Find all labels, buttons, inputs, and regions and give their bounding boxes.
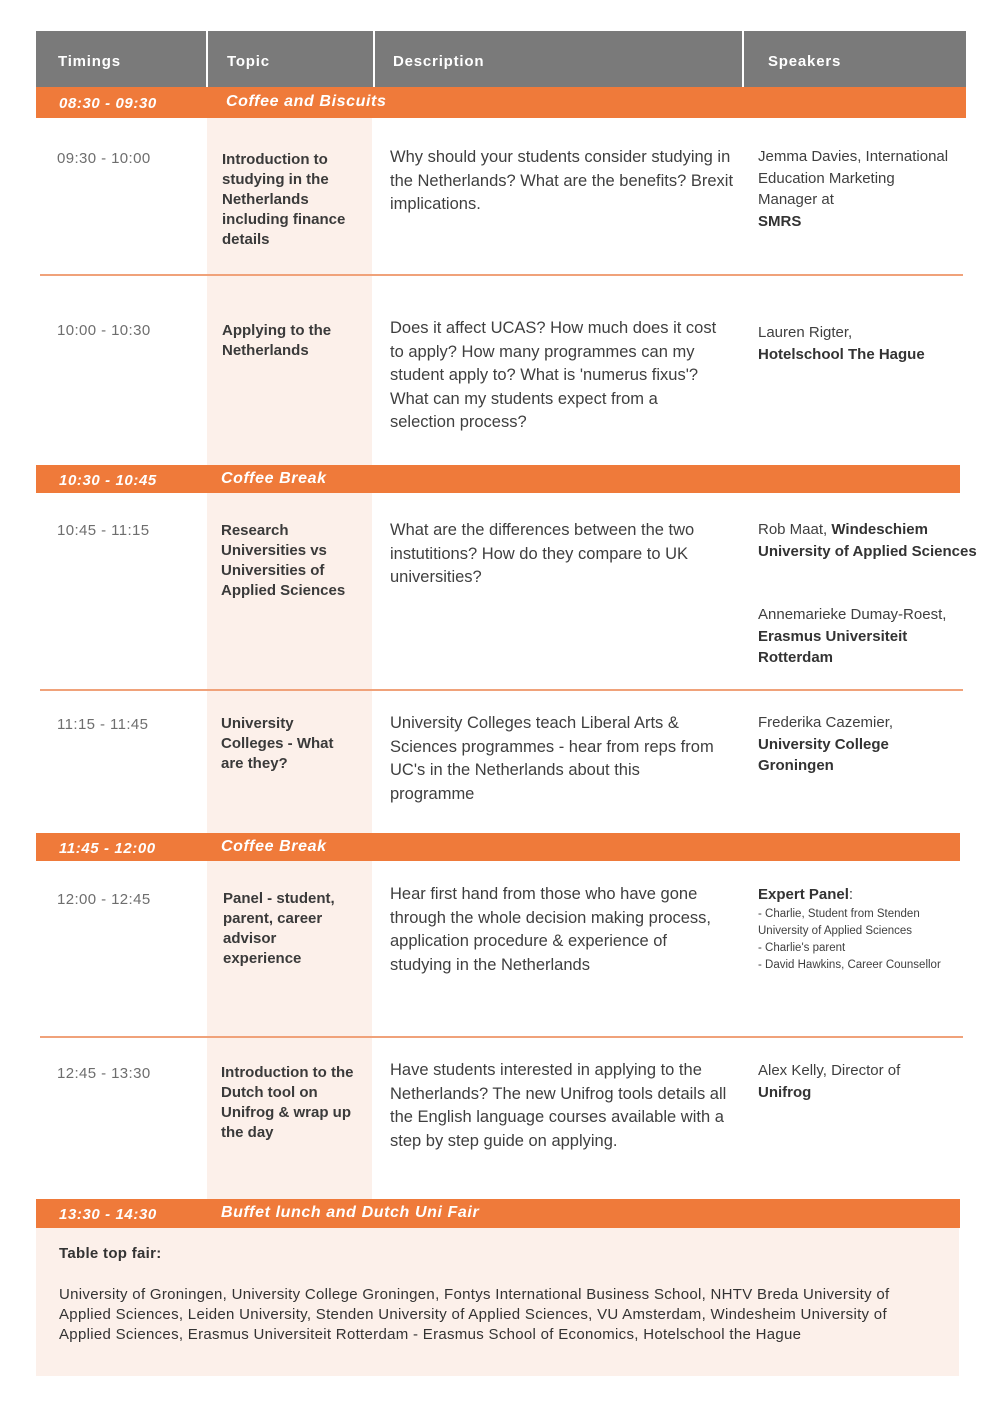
speaker-name: Rob Maat, bbox=[758, 521, 828, 538]
panel-colon: : bbox=[848, 886, 854, 903]
panel-member: - Charlie, Student from Stenden University of Applied Sciences bbox=[758, 907, 920, 937]
fair-title: Table top fair: bbox=[59, 1245, 162, 1262]
break-bar bbox=[36, 833, 960, 861]
row-divider bbox=[40, 689, 963, 691]
break-time: 11:45 - 12:00 bbox=[59, 840, 156, 857]
session-time: 12:45 - 13:30 bbox=[57, 1065, 151, 1082]
speaker-organisation: University College Groningen bbox=[758, 735, 889, 774]
session-topic: Panel - student, parent, career advisor experience bbox=[223, 890, 335, 967]
break-time: 08:30 - 09:30 bbox=[59, 95, 157, 112]
fair-universities: University of Groningen, University College Groningen, Fontys International Business School, NHTV Breda University of Applied Sciences, Leiden University, Stenden University of Applied Sciences, VU Amsterdam, Windesheim University of Applied Sciences, Erasmus Universiteit Rotterdam - Erasmus School of Economics, Hotelschool the Hague bbox=[59, 1286, 890, 1343]
session-description: University Colleges teach Liberal Arts & Sciences programmes - hear from reps from UC's in the Netherlands about this programme bbox=[390, 714, 714, 803]
break-title: Buffet lunch and Dutch Uni Fair bbox=[221, 1204, 480, 1221]
break-time: 10:30 - 10:45 bbox=[59, 472, 157, 489]
row-divider bbox=[40, 1036, 963, 1038]
panel-member: - David Hawkins, Career Counsellor bbox=[758, 958, 941, 971]
session-topic: Applying to the Netherlands bbox=[222, 322, 332, 359]
session-topic: Research Universities vs Universities of Applied Sciences bbox=[221, 522, 346, 599]
header-separator bbox=[742, 31, 744, 87]
break-title: Coffee Break bbox=[221, 470, 327, 487]
header-separator bbox=[373, 31, 375, 87]
session-time: 12:00 - 12:45 bbox=[57, 891, 151, 908]
session-topic: Introduction to studying in the Netherlands including finance details bbox=[222, 151, 346, 248]
break-bar bbox=[36, 465, 960, 493]
panel-speakers bbox=[758, 884, 948, 974]
session-description: Does it affect UCAS? How much does it cost to apply? How many programmes can my student apply to? What is 'numerus fixus'? What can my students expect from a selection process? bbox=[390, 319, 717, 431]
session-topic: Introduction to the Dutch tool on Unifrog & wrap up the day bbox=[221, 1064, 354, 1141]
session-speaker bbox=[758, 712, 973, 777]
session-description: Hear first hand from those who have gone through the whole decision making process, application procedure & experience of studying in the Netherlands bbox=[390, 885, 712, 974]
session-speaker bbox=[758, 519, 978, 562]
header-topic: Topic bbox=[227, 53, 270, 70]
break-title: Coffee Break bbox=[221, 838, 327, 855]
speaker-organisation: Hotelschool The Hague bbox=[758, 345, 925, 363]
speaker-organisation: Windeschiem University of Applied Sciences bbox=[758, 521, 977, 560]
session-time: 09:30 - 10:00 bbox=[57, 150, 151, 167]
session-description: Why should your students consider studying in the Netherlands? What are the benefits? Brexit implications. bbox=[390, 148, 734, 213]
session-speaker bbox=[758, 1060, 973, 1103]
break-bar bbox=[36, 1199, 960, 1228]
header-timings: Timings bbox=[58, 53, 121, 70]
session-topic: University Colleges - What are they? bbox=[221, 715, 334, 772]
header-separator bbox=[206, 31, 208, 87]
table-top-fair bbox=[36, 1228, 959, 1376]
row-divider bbox=[40, 274, 963, 276]
speaker-organisation: Unifrog bbox=[758, 1083, 812, 1101]
panel-member: - Charlie's parent bbox=[758, 941, 846, 954]
header-description: Description bbox=[393, 53, 485, 70]
session-description: Have students interested in applying to the Netherlands? The new Unifrog tools details all the English language courses available with a step by step guide on applying. bbox=[390, 1061, 727, 1150]
speaker-name: Alex Kelly, Director of bbox=[758, 1062, 901, 1079]
speaker-organisation: Erasmus Universiteit Rotterdam bbox=[758, 627, 908, 666]
table-header bbox=[36, 31, 966, 87]
session-speaker bbox=[758, 146, 958, 232]
speaker-organisation: SMRS bbox=[758, 212, 802, 230]
speaker-name: Frederika Cazemier, bbox=[758, 714, 894, 731]
panel-title: Expert Panel bbox=[758, 886, 849, 903]
speaker-name: Annemarieke Dumay-Roest, bbox=[758, 606, 947, 623]
session-time: 10:45 - 11:15 bbox=[57, 522, 150, 539]
session-speaker bbox=[758, 604, 978, 669]
session-time: 10:00 - 10:30 bbox=[57, 322, 151, 339]
break-title: Coffee and Biscuits bbox=[226, 93, 387, 110]
header-speakers: Speakers bbox=[768, 53, 842, 70]
session-description: What are the differences between the two instutitions? How do they compare to UK universities? bbox=[390, 521, 695, 586]
session-speaker bbox=[758, 322, 973, 365]
session-time: 11:15 - 11:45 bbox=[57, 716, 149, 733]
break-bar bbox=[36, 87, 966, 118]
speaker-name: Lauren Rigter, bbox=[758, 324, 853, 341]
speaker-name: Jemma Davies, International Education Marketing Manager at bbox=[758, 148, 949, 208]
break-time: 13:30 - 14:30 bbox=[59, 1206, 157, 1223]
